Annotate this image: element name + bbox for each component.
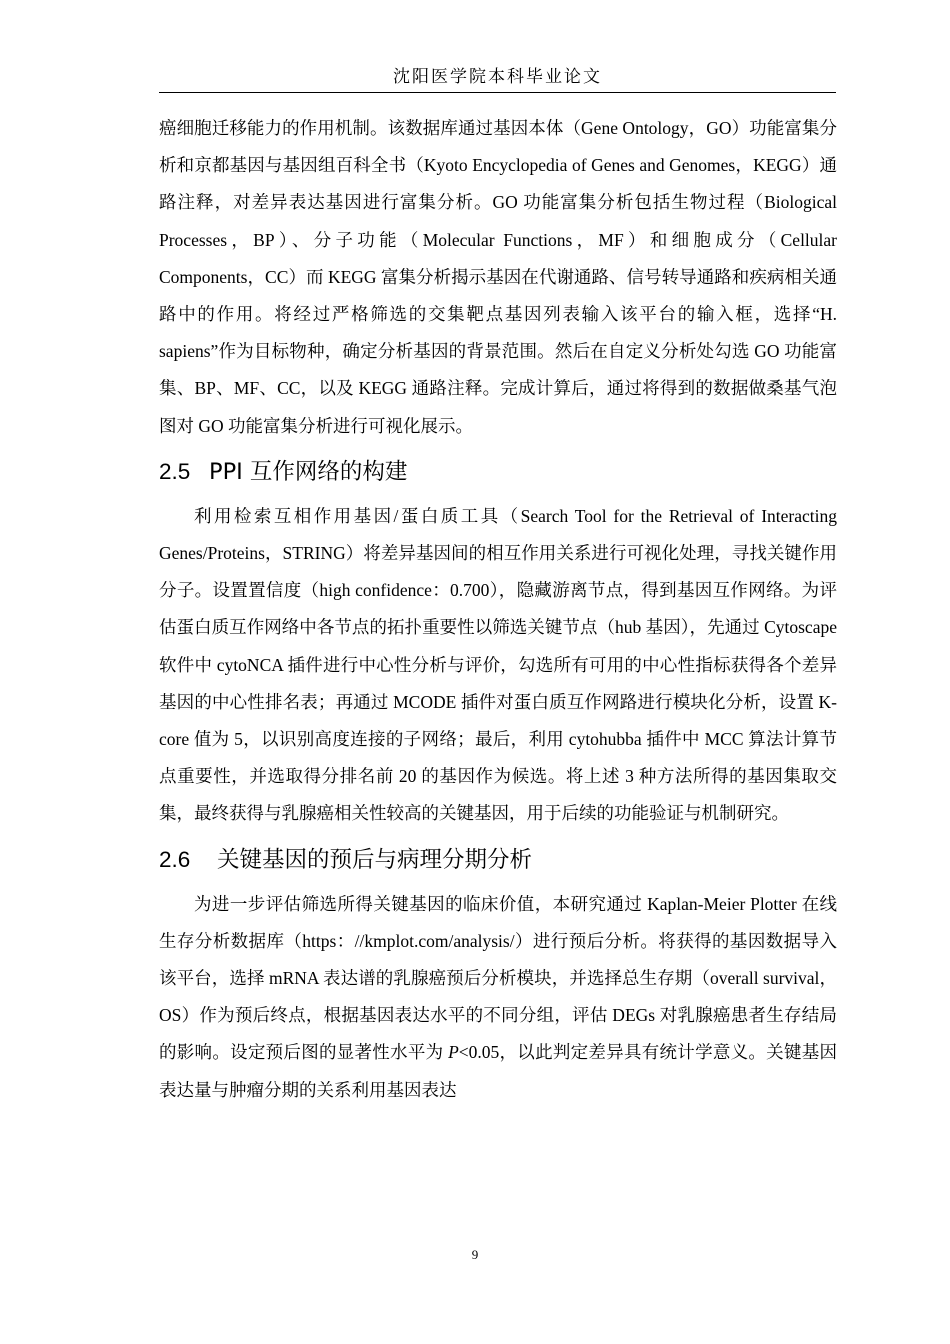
running-header	[159, 62, 836, 93]
paragraph-prognosis-start: 为进一步评估筛选所得关键基因的临床价值，本研究通过 Kaplan-Meier Plotter 在线生存分析数据库（https：//kmplot.com/analysis/）进行预后分析。将获得的基因数据导入该平台，选择 mRNA 表达谱的乳腺癌预后分析模块，并选择总生存期（overall survival，OS）作为预后终点，根据基因表达水平的不同分组，评估 DEGs 对乳腺癌患者生存结局的影响。设定预后图的显著性水平为	[159, 893, 837, 1063]
section-title: 关键基因的预后与病理分期分析	[217, 846, 533, 873]
section-number: 2.5	[159, 458, 191, 484]
section-heading-2-6	[159, 833, 837, 886]
running-title: 沈阳医学院本科毕业论文	[393, 67, 602, 86]
p-value-symbol: P	[448, 1042, 459, 1063]
section-number: 2.6	[159, 846, 191, 872]
section-heading-2-5	[159, 445, 837, 498]
main-content	[159, 110, 837, 1109]
paragraph-ppi-network: 利用检索互相作用基因/蛋白质工具（Search Tool for the Retrieval of Interacting Genes/Proteins，STRING）将差异基因间的相互作用关系进行可视化处理，寻找关键作用分子。设置置信度（high confidence：0.700），隐藏游离节点，得到基因互作网络。为评估蛋白质互作网络中各节点的拓扑重要性以筛选关键节点（hub 基因），先通过 Cytoscape 软件中 cytoNCA 插件进行中心性分析与评价，勾选所有可用的中心性指标获得各个差异基因的中心性排名表；再通过 MCODE 插件对蛋白质互作网路进行模块化分析，设置 K-core 值为 5，以识别高度连接的子网络；最后，利用 cytohubba 插件中 MCC 算法计算节点重要性，并选取得分排名前 20 的基因作为候选。将上述 3 种方法所得的基因集取交集，最终获得与乳腺癌相关性较高的关键基因，用于后续的功能验证与机制研究。	[159, 505, 837, 824]
paragraph-intro: 癌细胞迁移能力的作用机制。该数据库通过基因本体（Gene Ontology，GO）功能富集分析和京都基因与基因组百科全书（Kyoto Encyclopedia of Genes and Genomes，KEGG）通路注释，对差异表达基因进行富集分析。GO 功能富集分析包括生物过程（Biological Processes，BP）、分子功能（Molecular Functions，MF）和细胞成分（Cellular Components，CC）而 KEGG 富集分析揭示基因在代谢通路、信号转导通路和疾病相关通路中的作用。将经过严格筛选的交集靶点基因列表输入该平台的输入框，选择“H. sapiens”作为目标物种，确定分析基因的背景范围。然后在自定义分析处勾选 GO 功能富集、BP、MF、CC，以及 KEGG 通路注释。完成计算后，通过将得到的数据做桑基气泡图对 GO 功能富集分析进行可视化展示。	[159, 118, 837, 436]
page-number: 9	[471, 1247, 479, 1262]
section-title: PPI 互作网络的构建	[209, 458, 408, 485]
paragraph-prognosis	[159, 886, 837, 1109]
paragraph-prognosis-end: <0.05，以此判定差异具有统计学意义。关键基因表达量与肿瘤分期的关系利用基因表达	[159, 1042, 837, 1100]
